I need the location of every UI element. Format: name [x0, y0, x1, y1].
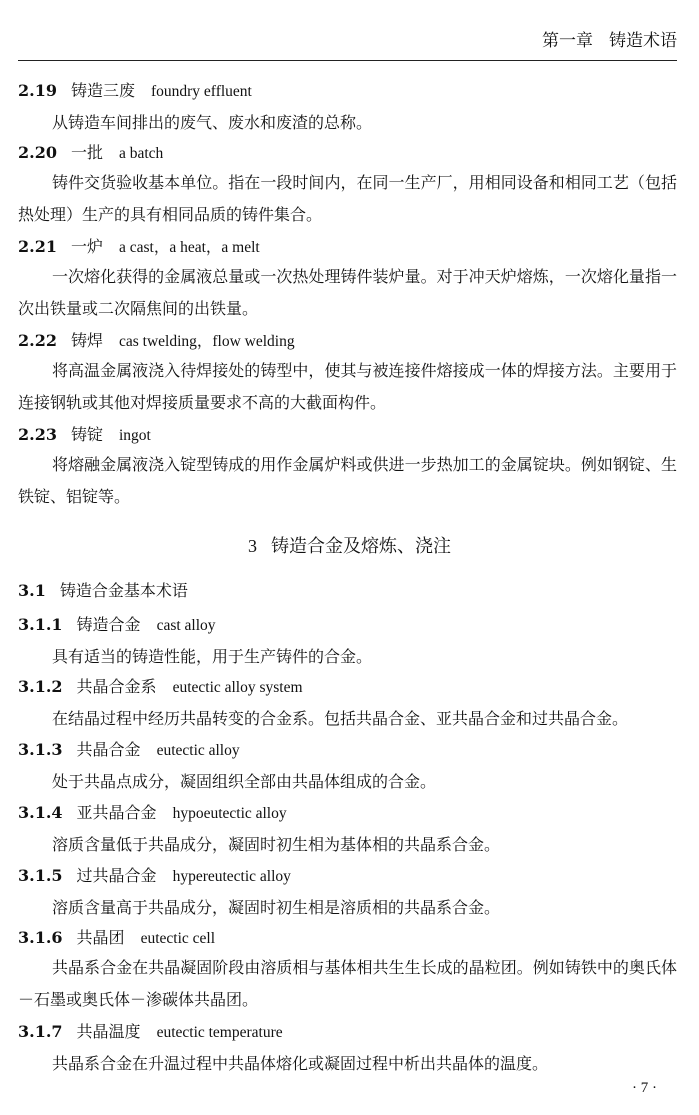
term-english: ingot: [118, 427, 151, 444]
term-entry: [18, 927, 677, 1015]
term-chinese: 铸造三废: [70, 81, 135, 100]
term-english: eutectic alloy: [156, 742, 240, 759]
term-english: eutectic temperature: [156, 1024, 283, 1041]
term-definition: 一次熔化获得的金属液总量或一次热处理铸件装炉量。对于冲天炉熔炼，一次熔化量指一次出铁量或二次隔焦间的出铁量。: [18, 267, 677, 318]
term-heading: [18, 236, 677, 259]
term-heading: [18, 802, 677, 825]
term-number: 3.1.3: [18, 740, 63, 759]
term-heading: [18, 80, 677, 103]
running-header: [18, 26, 677, 61]
term-entry: [18, 865, 677, 919]
term-number: 2.19: [18, 81, 57, 100]
term-definition: 在结晶过程中经历共晶转变的合金系。包括共晶合金、亚共晶合金和过共晶合金。: [52, 709, 629, 728]
section-heading: [18, 580, 677, 602]
term-definition: 将高温金属液浇入待焊接处的铸型中，使其与被连接件熔接成一体的焊接方法。主要用于连接钢轨或其他对焊接质量要求不高的大截面构件。: [18, 361, 677, 412]
term-english: cas twelding，flow welding: [118, 333, 295, 350]
term-definition: 铸件交货验收基本单位。指在一段时间内，在同一生产厂，用相同设备和相同工艺（包括热处理）生产的具有相同品质的铸件集合。: [18, 173, 677, 224]
term-english: a cast，a heat，a melt: [118, 239, 260, 256]
term-chinese: 过共晶合金: [76, 866, 157, 885]
term-chinese: 铸焊: [70, 331, 103, 350]
term-chinese: 一批: [70, 143, 103, 162]
section-title: 铸造合金基本术语: [59, 581, 188, 600]
term-chinese: 铸锭: [70, 425, 103, 444]
term-entry: [18, 236, 677, 324]
term-entry: [18, 424, 677, 512]
term-heading: [18, 330, 677, 353]
term-chinese: 铸造合金: [76, 615, 141, 634]
term-number: 3.1.2: [18, 677, 63, 696]
chapter-number: 3: [248, 536, 257, 556]
term-entry: [18, 80, 677, 134]
term-heading: [18, 614, 677, 637]
term-english: hypereutectic alloy: [172, 868, 291, 885]
term-heading: [18, 927, 677, 950]
term-heading: [18, 1021, 677, 1044]
term-english: hypoeutectic alloy: [172, 805, 287, 822]
term-number: 3.1.4: [18, 803, 63, 822]
term-chinese: 共晶团: [76, 928, 125, 947]
term-number: 3.1.7: [18, 1022, 63, 1041]
header-chapter: 第一章: [542, 31, 593, 51]
term-number: 2.23: [18, 425, 57, 444]
term-entry: [18, 330, 677, 418]
term-definition: 溶质含量低于共晶成分，凝固时初生相为基体相的共晶系合金。: [52, 835, 501, 854]
term-entry: [18, 676, 677, 730]
term-definition: 共晶系合金在共晶凝固阶段由溶质相与基体相共生生长成的晶粒团。例如铸铁中的奥氏体－石墨或奥氏体－渗碳体共晶团。: [18, 958, 677, 1009]
term-number: 2.22: [18, 331, 57, 350]
term-heading: [18, 676, 677, 699]
term-heading: [18, 424, 677, 447]
term-number: 2.20: [18, 143, 57, 162]
term-definition: 从铸造车间排出的废气、废水和废渣的总称。: [52, 113, 373, 132]
page-number: · 7 ·: [632, 1080, 657, 1096]
term-entry: [18, 802, 677, 856]
term-chinese: 亚共晶合金: [76, 803, 157, 822]
term-entry: [18, 739, 677, 793]
term-chinese: 共晶合金: [76, 740, 141, 759]
term-heading: [18, 739, 677, 762]
term-number: 3.1.6: [18, 928, 63, 947]
term-number: 2.21: [18, 237, 57, 256]
term-english: foundry effluent: [150, 83, 252, 100]
term-definition: 处于共晶点成分，凝固组织全部由共晶体组成的合金。: [52, 772, 437, 791]
term-english: a batch: [118, 145, 164, 162]
term-english: cast alloy: [156, 617, 216, 634]
term-chinese: 一炉: [70, 237, 103, 256]
term-entry: [18, 1021, 677, 1075]
term-number: 3.1.1: [18, 615, 63, 634]
term-definition: 溶质含量高于共晶成分，凝固时初生相是溶质相的共晶系合金。: [52, 898, 501, 917]
term-chinese: 共晶温度: [76, 1022, 141, 1041]
term-entry: [18, 142, 677, 230]
term-number: 3.1.5: [18, 866, 63, 885]
term-definition: 共晶系合金在升温过程中共晶体熔化或凝固过程中析出共晶体的温度。: [52, 1054, 549, 1073]
section-number: 3.1: [18, 581, 46, 600]
term-english: eutectic cell: [140, 930, 215, 947]
term-heading: [18, 142, 677, 165]
term-heading: [18, 865, 677, 888]
term-definition: 将熔融金属液浇入锭型铸成的用作金属炉料或供进一步热加工的金属锭块。例如钢锭、生铁锭、铝锭等。: [18, 455, 677, 506]
header-title: 铸造术语: [609, 31, 677, 51]
term-entry: [18, 614, 677, 668]
chapter-title: 铸造合金及熔炼、浇注: [271, 536, 451, 557]
term-definition: 具有适当的铸造性能，用于生产铸件的合金。: [52, 647, 373, 666]
chapter-heading: [0, 534, 699, 559]
term-english: eutectic alloy system: [172, 679, 303, 696]
term-chinese: 共晶合金系: [76, 677, 157, 696]
